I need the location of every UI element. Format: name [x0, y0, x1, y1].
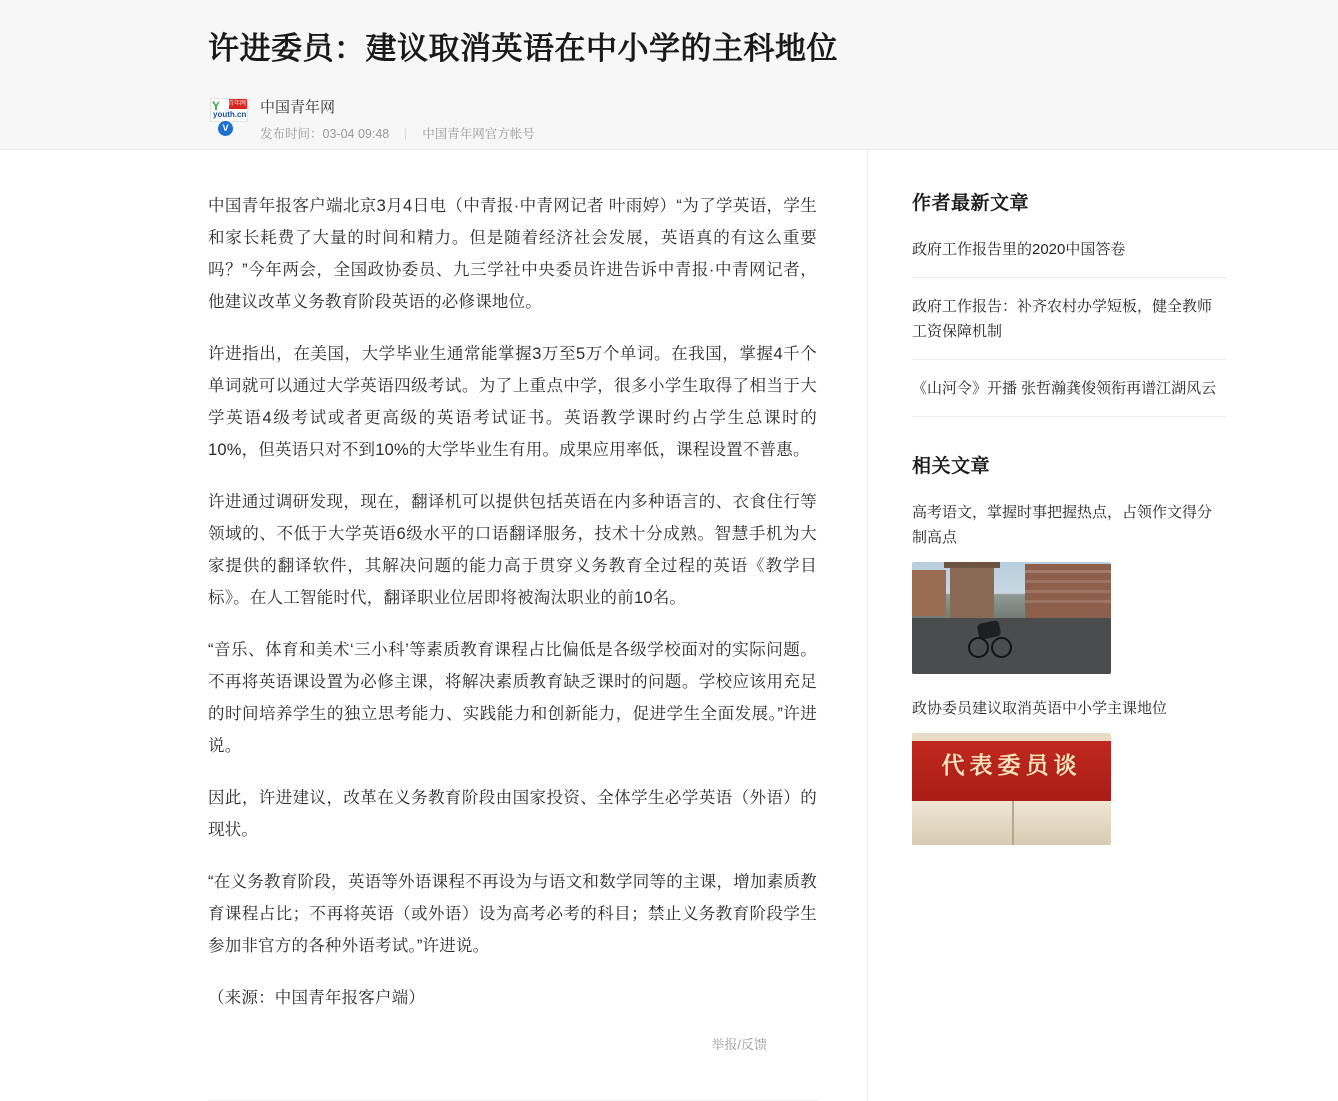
thumb-building-right — [1025, 564, 1111, 620]
related-article-thumbnail[interactable] — [912, 733, 1111, 845]
author-latest-heading: 作者最新文章 — [912, 193, 1030, 214]
related-article-thumbnail[interactable] — [912, 562, 1111, 674]
article-header — [0, 0, 1338, 150]
logo-y-mark: Y — [212, 99, 221, 113]
verified-badge-icon: V — [218, 121, 233, 136]
paragraph: “音乐、体育和美术‘三小科’等素质教育课程占比偏低是各级学校面对的实际问题。不再将英语课设置为必修主课，将解决素质教育缺乏课时的问题。学校应该用充足的时间培养学生的独立思考能力、实践能力和创新能力，促进学生全面发展。”许进说。 — [208, 641, 817, 755]
source-logo-icon — [208, 96, 248, 136]
list-item[interactable] — [912, 500, 1226, 674]
thumb-banner-text: 代表委员谈 — [941, 753, 1082, 778]
thumb-cyclist — [968, 622, 1012, 658]
page-title: 许进委员：建议取消英语在中小学的主科地位 — [208, 31, 838, 66]
paragraph: “在义务教育阶段，英语等外语课程不再设为与语文和数学同等的主课，增加素质教育课程占比；不再将英语（或外语）设为高考必考的科目；禁止义务教育阶段学生参加非官方的各种外语考试。”许进说。 — [208, 873, 817, 955]
report-row — [208, 1034, 817, 1054]
thumb-open-book — [912, 801, 1111, 845]
related-article-link[interactable]: 政协委员建议取消英语中小学主课地位 — [912, 700, 1168, 717]
logo-badge — [210, 98, 248, 122]
content-wrapper — [0, 150, 1338, 1101]
account-type: 中国青年网官方帐号 — [422, 127, 535, 141]
byline — [208, 96, 1108, 143]
paragraph: 许进通过调研发现，现在，翻译机可以提供包括英语在内多种语言的、衣食住行等领域的、不低于大学英语6级水平的口语翻译服务，技术十分成熟。智慧手机为大家提供的翻译软件，其解决问题的能力高于贯穿义务教育全过程的英语《教学目标》。在人工智能时代，翻译职业位居即将被淘汰职业的前10名。 — [208, 493, 817, 607]
report-feedback-link[interactable]: 举报/反馈 — [711, 1037, 767, 1052]
thumb-wheel-rear — [991, 637, 1012, 658]
source-name[interactable]: 中国青年网 — [260, 99, 336, 116]
list-item[interactable] — [912, 278, 1226, 360]
meta-divider — [405, 128, 406, 140]
article-body — [208, 190, 817, 1014]
paragraph-source: （来源：中国青年报客户端） — [208, 989, 426, 1007]
author-article-link[interactable]: 《山河令》开播 张哲瀚龚俊领衔再谱江湖风云 — [912, 380, 1217, 397]
author-article-link[interactable]: 政府工作报告里的2020中国答卷 — [912, 241, 1126, 258]
thumb-wheel-front — [968, 637, 989, 658]
paragraph: 中国青年报客户端北京3月4日电（中青报·中青网记者 叶雨婷）“为了学英语，学生和家长耗费了大量的时间和精力。但是随着经济社会发展，英语真的有这么重要吗？”今年两会，全国政协委员、九三学社中央委员许进告诉中青报·中青网记者，他建议改革义务教育阶段英语的必修课地位。 — [208, 197, 817, 311]
list-item[interactable] — [912, 696, 1226, 845]
related-article-link[interactable]: 高考语文，掌握时事把握热点，占领作文得分制高点 — [912, 504, 1213, 546]
sidebar — [868, 150, 1338, 1101]
logo-red-text: 中国青年网 — [215, 101, 246, 107]
header-inner — [208, 28, 1108, 143]
author-latest-list — [912, 221, 1226, 417]
paragraph: 因此，许进建议，改革在义务教育阶段由国家投资、全体学生必学英语（外语）的现状。 — [208, 789, 817, 839]
author-article-link[interactable]: 政府工作报告：补齐农村办学短板，健全教师工资保障机制 — [912, 298, 1213, 340]
meta-row — [260, 125, 535, 143]
thumb-pagoda — [950, 566, 994, 618]
related-articles-heading: 相关文章 — [912, 456, 991, 477]
list-item[interactable] — [912, 221, 1226, 278]
paragraph: 许进指出，在美国，大学毕业生通常能掌握3万至5万个单词。在我国，掌握4千个单词就可以通过大学英语四级考试。为了上重点中学，很多小学生取得了相当于大学英语4级考试或者更高级的英语考试证书。英语教学课时约占学生总课时的10%，但英语只对不到10%的大学毕业生有用。成果应用率低，课程设置不普惠。 — [208, 345, 817, 459]
list-item[interactable] — [912, 360, 1226, 417]
logo-latin-text: youth.cn — [213, 110, 247, 119]
main-column — [0, 150, 868, 1101]
thumb-building-left — [912, 570, 946, 616]
publish-time: 发布时间：03-04 09:48 — [260, 127, 390, 141]
byline-text — [260, 96, 535, 143]
